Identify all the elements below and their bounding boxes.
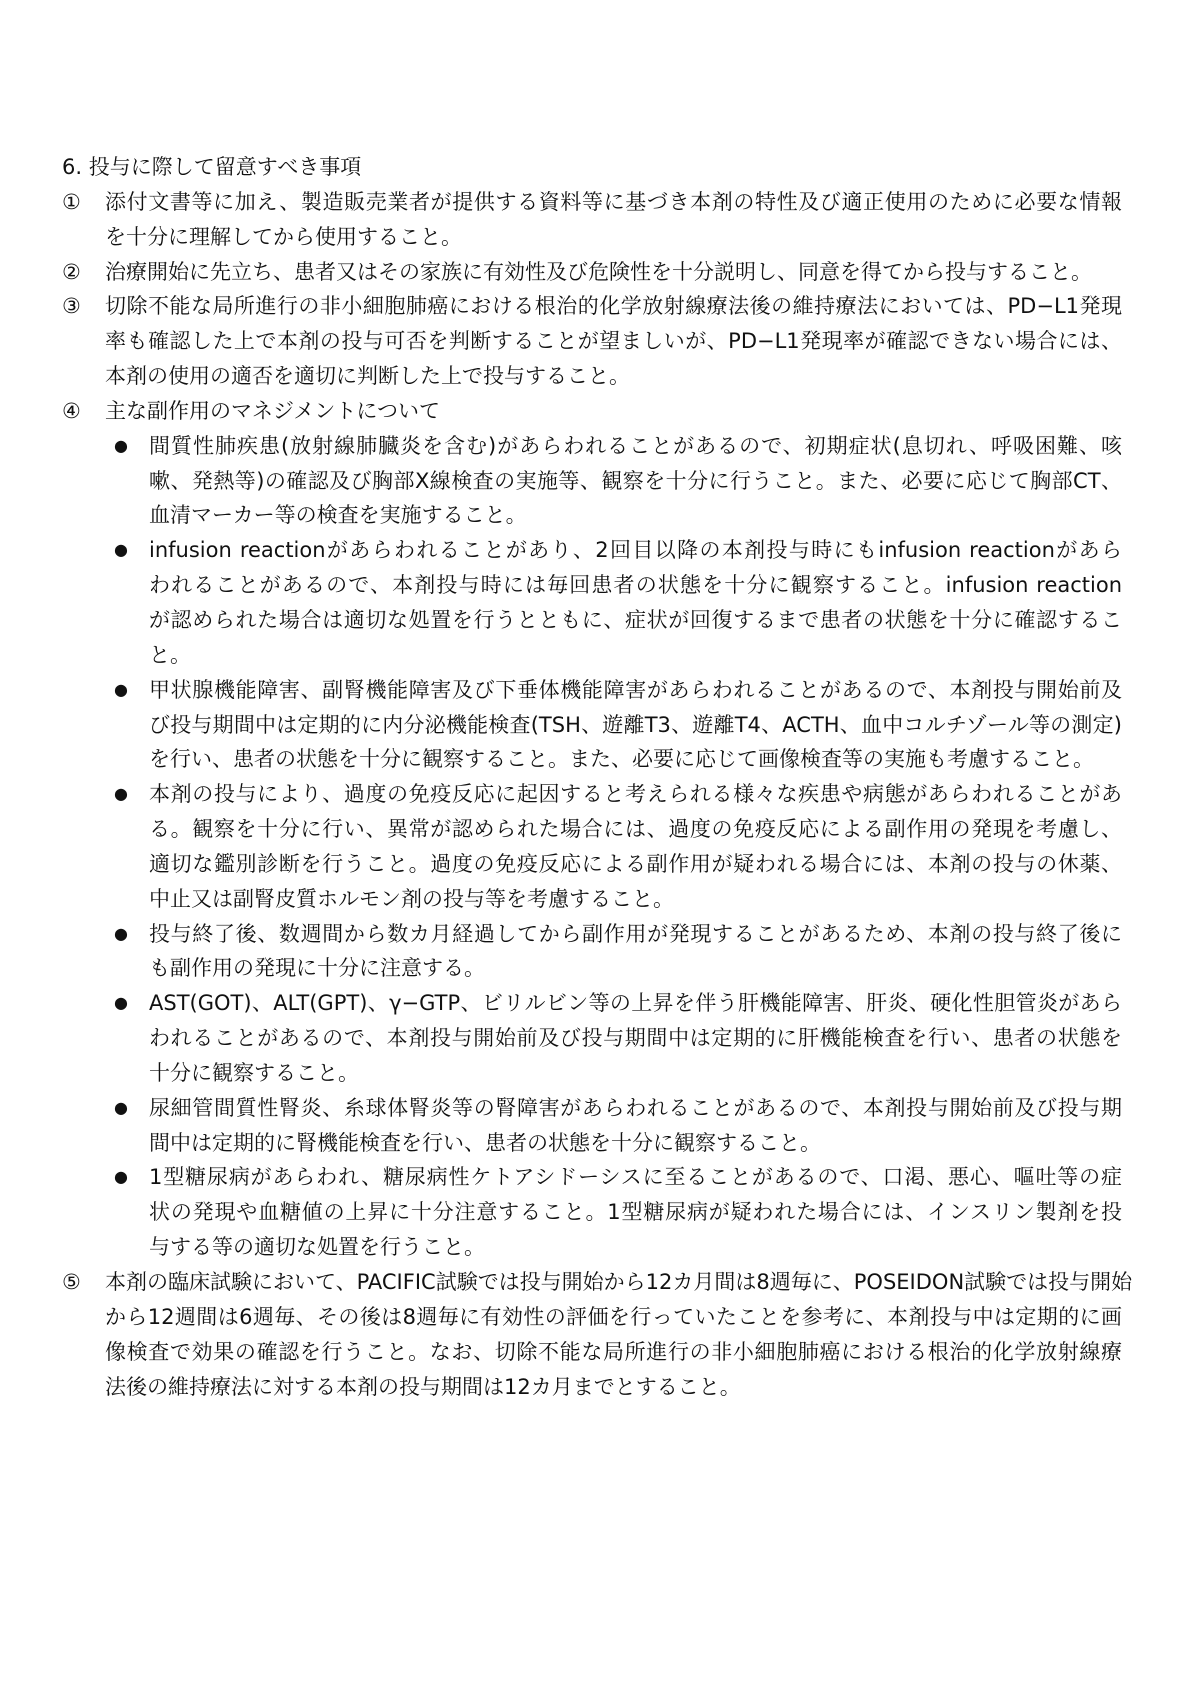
text-line: 甲状腺機能障害、副腎機能障害及び下垂体機能障害があらわれることがあるので、本剤投与開始前及 bbox=[149, 677, 1122, 702]
text-line: 与する等の適切な処置を行うこと。 bbox=[149, 1235, 485, 1260]
text-line: 本剤の臨床試験において、PACIFIC試験では投与開始から12カ月間は8週毎に、POSEIDON試験では投与開始 bbox=[105, 1270, 1133, 1294]
text-line: 投与終了後、数週間から数カ月経過してから副作用が発現することがあるため、本剤の投与終了後に bbox=[149, 921, 1122, 946]
item-text bbox=[105, 1265, 1133, 1404]
text-line: 治療開始に先立ち、患者又はその家族に有効性及び危険性を十分説明し、同意を得てから投与すること。 bbox=[105, 259, 1092, 284]
item-text bbox=[149, 673, 1122, 778]
item-number: ③ bbox=[62, 294, 81, 319]
text-line: 十分に観察すること。 bbox=[149, 1060, 359, 1085]
text-line: 本剤の使用の適否を適切に判断した上で投与すること。 bbox=[105, 364, 630, 389]
numbered-item bbox=[62, 255, 1122, 290]
bullet-icon: ● bbox=[114, 679, 128, 699]
item-text bbox=[105, 289, 1122, 394]
item-text bbox=[149, 777, 1122, 916]
numbered-item bbox=[62, 394, 1122, 429]
item-text bbox=[105, 394, 1122, 429]
text-line: 像検査で効果の確認を行うこと。なお、切除不能な局所進行の非小細胞肺癌における根治的化学放射線療 bbox=[105, 1339, 1122, 1364]
text-line: 血清マーカー等の検査を実施すること。 bbox=[149, 503, 527, 528]
item-text bbox=[149, 533, 1122, 672]
text-line: び投与期間中は定期的に内分泌機能検査(TSH、遊離T3、遊離T4、ACTH、血中コルチゾール等の測定) bbox=[149, 712, 1122, 737]
bullet-item bbox=[62, 917, 1122, 987]
text-line: 添付文書等に加え、製造販売業者が提供する資料等に基づき本剤の特性及び適正使用のために必要な情報 bbox=[105, 189, 1122, 214]
document bbox=[62, 150, 1133, 1404]
text-line: われることがあるので、本剤投与開始前及び投与期間中は定期的に肝機能検査を行い、患者の状態を bbox=[149, 1026, 1122, 1051]
text-line: 間質性肺疾患(放射線肺臓炎を含む)があらわれることがあるので、初期症状(息切れ、呼吸困難、咳 bbox=[149, 433, 1122, 458]
bullet-item bbox=[62, 673, 1122, 778]
text-line: を行い、患者の状態を十分に観察すること。また、必要に応じて画像検査等の実施も考慮すること。 bbox=[149, 747, 1094, 772]
text-line: 主な副作用のマネジメントについて bbox=[105, 398, 440, 423]
bullet-item bbox=[62, 533, 1122, 672]
text-line: 間中は定期的に腎機能検査を行い、患者の状態を十分に観察すること。 bbox=[149, 1130, 821, 1155]
text-line: と。 bbox=[149, 642, 191, 667]
section-heading bbox=[62, 150, 1122, 185]
text-line: から12週間は6週毎、その後は8週毎に有効性の評価を行っていたことを参考に、本剤投与中は定期的に画 bbox=[105, 1304, 1122, 1329]
text-line: 1型糖尿病があらわれ、糖尿病性ケトアシドーシスに至ることがあるので、口渇、悪心、嘔吐等の症 bbox=[149, 1165, 1122, 1190]
bullet-icon: ● bbox=[114, 540, 128, 560]
text-line: 嗽、発熱等)の確認及び胸部X線検査の実施等、観察を十分に行うこと。また、必要に応じて胸部CT、 bbox=[149, 468, 1122, 493]
numbered-item bbox=[62, 1265, 1133, 1404]
item-number: ② bbox=[62, 259, 81, 284]
text-line: 状の発現や血糖値の上昇に十分注意すること。1型糖尿病が疑われた場合には、インスリン製剤を投 bbox=[149, 1200, 1122, 1225]
text-line: 法後の維持療法に対する本剤の投与期間は12カ月までとすること。 bbox=[105, 1374, 741, 1399]
text-line: 中止又は副腎皮質ホルモン剤の投与等を考慮すること。 bbox=[149, 886, 674, 911]
bullet-icon: ● bbox=[114, 1167, 128, 1187]
item-text bbox=[149, 1160, 1122, 1265]
item-number: ④ bbox=[62, 398, 81, 423]
text-line: を十分に理解してから使用すること。 bbox=[105, 224, 462, 249]
heading-text: 6. 投与に際して留意すべき事項 bbox=[62, 155, 362, 179]
text-line: る。観察を十分に行い、異常が認められた場合には、過度の免疫反応による副作用の発現を考慮し、 bbox=[149, 817, 1122, 842]
bullet-icon: ● bbox=[114, 435, 128, 455]
text-line: 切除不能な局所進行の非小細胞肺癌における根治的化学放射線療法後の維持療法においては、PD−L1発現 bbox=[105, 294, 1122, 319]
item-text bbox=[105, 255, 1122, 290]
item-number: ① bbox=[62, 189, 81, 214]
text-line: infusion reactionがあらわれることがあり、2回目以降の本剤投与時にもinfusion reactionがあら bbox=[149, 538, 1122, 563]
text-line: 尿細管間質性腎炎、糸球体腎炎等の腎障害があらわれることがあるので、本剤投与開始前及び投与期 bbox=[149, 1095, 1122, 1120]
text-line: AST(GOT)、ALT(GPT)、γ−GTP、ビリルビン等の上昇を伴う肝機能障害、肝炎、硬化性胆管炎があら bbox=[149, 991, 1122, 1016]
bullet-icon: ● bbox=[114, 923, 128, 943]
item-text bbox=[149, 917, 1122, 987]
text-line: が認められた場合は適切な処置を行うとともに、症状が回復するまで患者の状態を十分に確認するこ bbox=[149, 607, 1122, 632]
bullet-item bbox=[62, 777, 1122, 916]
bullet-item bbox=[62, 1160, 1122, 1265]
item-text bbox=[149, 986, 1122, 1091]
numbered-item bbox=[62, 185, 1122, 255]
numbered-item bbox=[62, 289, 1122, 394]
text-line: われることがあるので、本剤投与時には毎回患者の状態を十分に観察すること。infusion reaction bbox=[149, 573, 1122, 598]
text-line: も副作用の発現に十分に注意する。 bbox=[149, 956, 485, 981]
text-line: 率も確認した上で本剤の投与可否を判断することが望ましいが、PD−L1発現率が確認できない場合には、 bbox=[105, 329, 1122, 354]
bullet-icon: ● bbox=[114, 1097, 128, 1117]
text-line: 適切な鑑別診断を行うこと。過度の免疫反応による副作用が疑われる場合には、本剤の投与の休薬、 bbox=[149, 851, 1122, 876]
bullet-icon: ● bbox=[114, 993, 128, 1013]
item-text bbox=[105, 185, 1122, 255]
bullet-item bbox=[62, 986, 1122, 1091]
bullet-icon: ● bbox=[114, 784, 128, 804]
item-text bbox=[149, 1091, 1122, 1161]
item-number: ⑤ bbox=[62, 1270, 81, 1294]
bullet-item bbox=[62, 429, 1122, 534]
bullet-item bbox=[62, 1091, 1122, 1161]
text-line: 本剤の投与により、過度の免疫反応に起因すると考えられる様々な疾患や病態があらわれることがあ bbox=[149, 782, 1122, 807]
item-text bbox=[149, 429, 1122, 534]
